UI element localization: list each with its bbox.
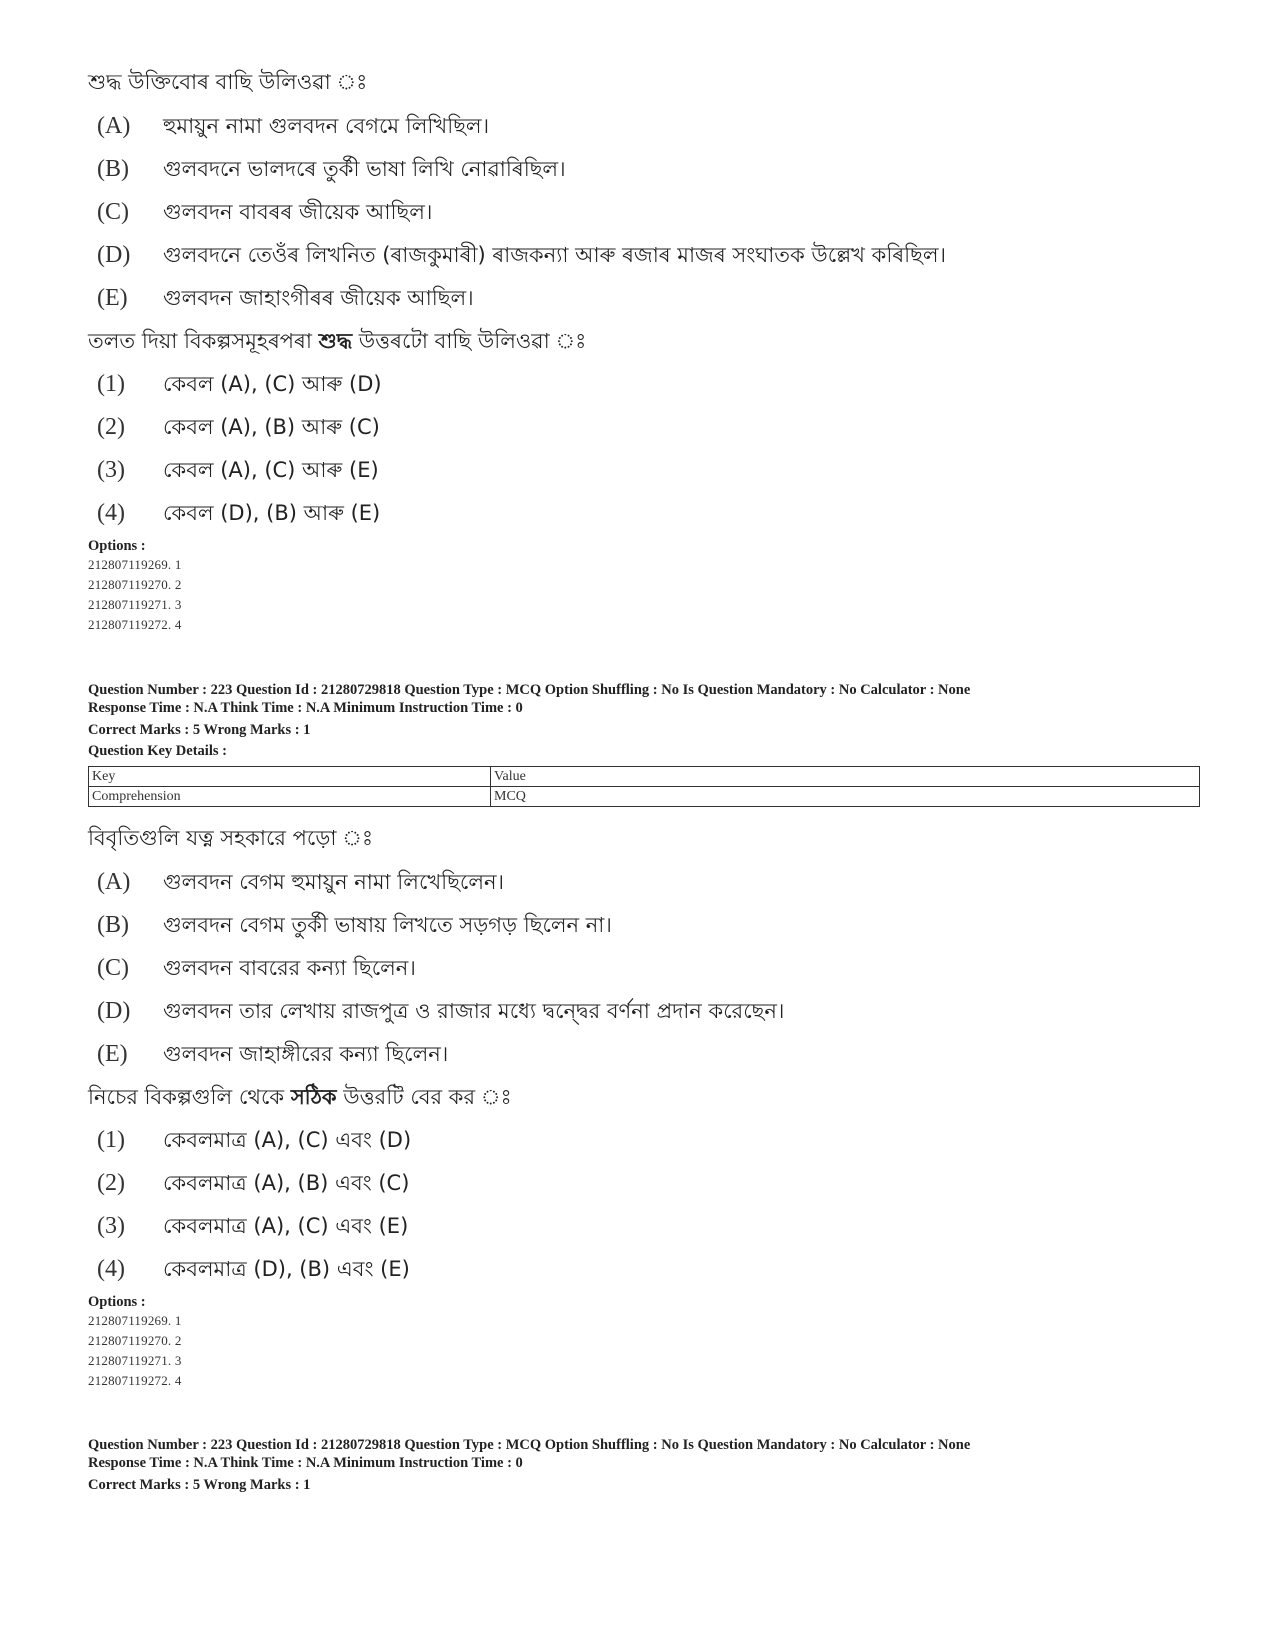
choice-text: কেবল (D), (B) আৰু (E)	[163, 501, 381, 525]
choice-label: (4)	[97, 1256, 125, 1282]
q1-stem: শুদ্ধ উক্তিবোৰ বাছি উলিওৱা ঃ	[88, 70, 368, 94]
table-header-key: Key	[89, 767, 491, 787]
q1-choice-4	[97, 497, 380, 532]
statement-text: গুলবদন জাহাংগীৰৰ জীয়েক আছিল।	[163, 286, 474, 310]
question-key-table	[88, 766, 1200, 807]
choice-text: কেবল (A), (B) আৰু (C)	[163, 415, 380, 439]
statement-label: (C)	[97, 955, 129, 981]
q2-statement-b	[97, 909, 612, 944]
q1-option-id-2: 212807119270. 2	[88, 577, 182, 592]
q2-statement-e	[97, 1038, 448, 1073]
q1-choice-3	[97, 454, 379, 489]
choice-label: (4)	[97, 500, 125, 526]
statement-label: (E)	[97, 1041, 128, 1067]
choice-text: কেবলমাত্র (A), (C) এবং (D)	[163, 1128, 412, 1152]
q1-statement-e	[97, 282, 474, 317]
table-cell-value: MCQ	[491, 787, 1200, 807]
statement-label: (C)	[97, 199, 129, 225]
statement-text: গুলবদন বেগম তুর্কী ভাষায় লিখতে সড়গড় ছিলেন না।	[163, 913, 612, 937]
table-header-value: Value	[491, 767, 1200, 787]
q2-choice-1	[97, 1124, 411, 1159]
statement-label: (B)	[97, 156, 129, 182]
q1-statement-a	[97, 110, 489, 145]
statement-label: (E)	[97, 285, 128, 311]
table-row	[89, 787, 1200, 807]
meta1-marks: Correct Marks : 5 Wrong Marks : 1	[88, 722, 311, 738]
statement-label: (B)	[97, 912, 129, 938]
statement-text: গুলবদনে ভালদৰে তুৰ্কী ভাষা লিখি নোৱাৰিছিল।	[163, 157, 566, 181]
statement-label: (D)	[97, 242, 131, 268]
q2-choice-2	[97, 1167, 409, 1202]
q2-statement-d	[97, 995, 784, 1030]
table-cell-key: Comprehension	[89, 787, 491, 807]
statement-label: (A)	[97, 869, 131, 895]
choice-text: কেবল (A), (C) আৰু (E)	[163, 458, 379, 482]
choice-label: (1)	[97, 371, 125, 397]
q2-stem: বিবৃতিগুলি যত্ন সহকারে পড়ো ঃ	[88, 826, 374, 850]
choice-text: কেবলমাত্র (D), (B) এবং (E)	[163, 1257, 410, 1281]
statement-label: (A)	[97, 113, 131, 139]
q2-statement-a	[97, 866, 504, 901]
statement-text: গুলবদন বাবৰৰ জীয়েক আছিল।	[163, 200, 433, 224]
q1-option-id-4: 212807119272. 4	[88, 617, 182, 632]
q2-options-heading: Options :	[88, 1294, 146, 1310]
q1-choice-1	[97, 368, 382, 403]
statement-text: গুলবদন জাহাঙ্গীরের কন্যা ছিলেন।	[163, 1042, 449, 1066]
instruction-emphasis: শুদ্ধ	[318, 329, 353, 353]
q2-option-id-4: 212807119272. 4	[88, 1373, 182, 1388]
q2-option-id-3: 212807119271. 3	[88, 1353, 182, 1368]
q1-statement-c	[97, 196, 432, 231]
meta2-marks: Correct Marks : 5 Wrong Marks : 1	[88, 1477, 311, 1493]
table-row	[89, 767, 1200, 787]
statement-text: গুলবদন তার লেখায় রাজপুত্র ও রাজার মধ্যে দ্বন্দ্বের বর্ণনা প্রদান করেছেন।	[163, 999, 785, 1023]
q1-statement-d	[97, 239, 946, 274]
choice-text: কেবলমাত্র (A), (B) এবং (C)	[163, 1171, 410, 1195]
choice-text: কেবলমাত্র (A), (C) এবং (E)	[163, 1214, 409, 1238]
statement-text: হুমায়ুন নামা গুলবদন বেগমে লিখিছিল।	[163, 114, 490, 138]
meta1-time-info: Response Time : N.A Think Time : N.A Minimum Instruction Time : 0	[88, 700, 523, 716]
q1-option-id-1: 212807119269. 1	[88, 557, 182, 572]
choice-label: (1)	[97, 1127, 125, 1153]
choice-label: (3)	[97, 1213, 125, 1239]
q2-option-id-2: 212807119270. 2	[88, 1333, 182, 1348]
q1-option-id-3: 212807119271. 3	[88, 597, 182, 612]
statement-label: (D)	[97, 998, 131, 1024]
choice-label: (2)	[97, 414, 125, 440]
q1-instruction: তলত দিয়া বিকল্পসমূহৰপৰা শুদ্ধ উত্তৰটো বাছি উলিওৱা ঃ	[88, 329, 587, 353]
q1-options-heading: Options :	[88, 538, 146, 554]
statement-text: গুলবদন বাবরের কন্যা ছিলেন।	[163, 956, 416, 980]
q2-statement-c	[97, 952, 416, 987]
meta2-question-info: Question Number : 223 Question Id : 21280729818 Question Type : MCQ Option Shuffling : No Is Question Mandatory : No Calculator : None	[88, 1437, 971, 1453]
q1-choice-2	[97, 411, 380, 446]
choice-label: (2)	[97, 1170, 125, 1196]
choice-label: (3)	[97, 457, 125, 483]
q2-choice-4	[97, 1253, 410, 1288]
choice-text: কেবল (A), (C) আৰু (D)	[163, 372, 382, 396]
q2-choice-3	[97, 1210, 408, 1245]
q2-instruction: নিচের বিকল্পগুলি থেকে সঠিক উত্তরটি বের কর ঃ	[88, 1085, 512, 1109]
meta2-time-info: Response Time : N.A Think Time : N.A Minimum Instruction Time : 0	[88, 1455, 523, 1471]
statement-text: গুলবদন বেগম হুমায়ুন নামা লিখেছিলেন।	[163, 870, 505, 894]
q2-option-id-1: 212807119269. 1	[88, 1313, 182, 1328]
q1-statement-b	[97, 153, 566, 188]
statement-text: গুলবদনে তেওঁৰ লিখনিত (ৰাজকুমাৰী) ৰাজকন্যা আৰু ৰজাৰ মাজৰ সংঘাতক উল্লেখ কৰিছিল।	[163, 243, 947, 267]
instruction-emphasis: সঠিক	[290, 1085, 337, 1109]
meta1-question-info: Question Number : 223 Question Id : 21280729818 Question Type : MCQ Option Shuffling : No Is Question Mandatory : No Calculator : None	[88, 682, 971, 698]
meta1-key-details: Question Key Details :	[88, 743, 227, 759]
